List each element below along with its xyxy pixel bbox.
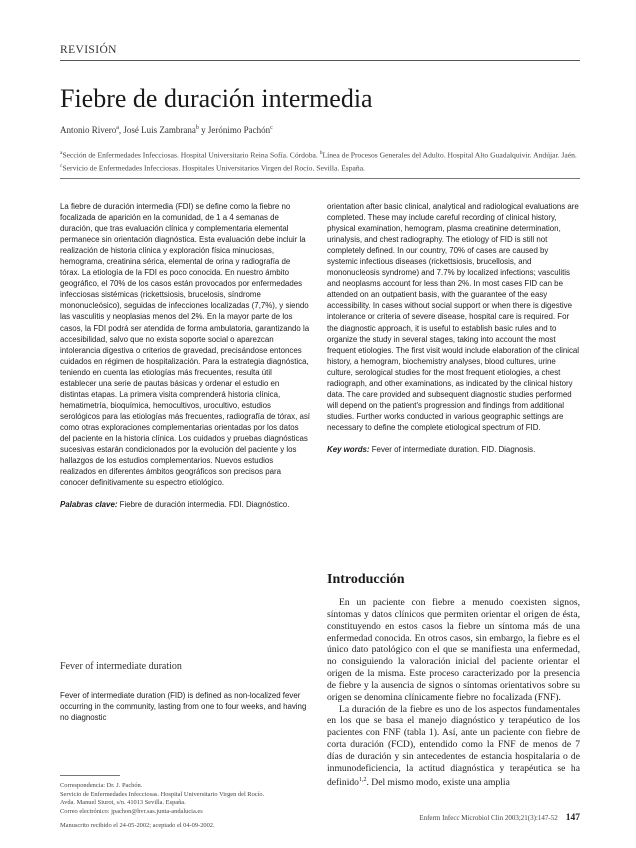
affiliation-marker: a bbox=[60, 150, 63, 156]
affiliation-marker: b bbox=[319, 150, 323, 156]
author-list bbox=[60, 125, 580, 135]
manuscript-dates: Manuscrito recibido el 24-05-2002; aceptado el 04-09-2002. bbox=[60, 822, 215, 829]
author-marker: a bbox=[116, 125, 119, 131]
abstract-divider bbox=[60, 178, 580, 179]
affiliations bbox=[60, 148, 580, 174]
keywords-text: Fever of intermediate duration. FID. Diagnosis. bbox=[369, 444, 536, 454]
article-title: Fiebre de duración intermedia bbox=[60, 84, 373, 113]
page-number: 147 bbox=[565, 813, 580, 823]
abstract-spanish bbox=[60, 201, 310, 510]
introduction-paragraph: En un paciente con fiebre a menudo coexisten signos, síntomas y datos clínicos que permiten orientar el origen de ésta, constituyendo en estos casos la fiebre un síntoma más de una enfermedad conocida. En otros casos, sin embargo, la fiebre es el único dato patológico con el que se manifiesta una enfermedad, no consiguiendo la valoración inicial del paciente orientar el origen de la misma. Este proceso caracterizado por la presencia de fiebre y la ausencia de signos o síntomas orientativos sobre su origen se denomina clínicamente fiebre no focalizada (FNF). bbox=[327, 597, 580, 703]
introduction-body bbox=[327, 597, 580, 789]
keywords-label: Palabras clave: bbox=[60, 500, 118, 510]
keywords-text: Fiebre de duración intermedia. FDI. Diagnóstico. bbox=[117, 500, 290, 510]
keywords-label: Key words: bbox=[327, 444, 370, 454]
correspondence-name: Correspondencia: Dr. J. Pachón. bbox=[60, 782, 143, 789]
abstract-english bbox=[327, 201, 580, 455]
author-name: José Luis Zambrana bbox=[123, 125, 196, 135]
author-marker: c bbox=[270, 125, 273, 131]
correspondence-note bbox=[60, 782, 310, 816]
keywords-spanish bbox=[60, 499, 310, 510]
footnote-divider bbox=[60, 775, 120, 776]
paragraph-text: . Del mismo modo, existe una amplia bbox=[366, 776, 510, 788]
author-name: Antonio Rivero bbox=[60, 125, 117, 135]
abstract-spanish-text: La fiebre de duración intermedia (FDI) se define como la fiebre no focalizada de aparición en la comunidad, de 1 a 4 semanas de duración, que tras evaluación clínica y complementaria elemental permanece sin orientación diagnóstica. Esta evaluación debe incluir la realización de historia clínica y exploración física minuciosas, hemograma, creatinina sérica, elemental de orina y radiografía de tórax. La etiología de la FDI es poco conocida. En nuestro ámbito geográfico, el 70% de los casos están provocados por enfermedades infecciosas sistémicas (rickettsiosis, brucelosis, síndrome mononucleósico), seguidas de infecciones localizadas (7,7%), y siendo las vasculitis y neoplasias menos del 2%. En la mayor parte de los casos, la FDI podrá ser atendida de forma ambulatoria, garantizando la accesibilidad, salvo que no exista soporte social o aparezcan intolerancia digestiva o criterios de gravedad, precisándose entonces cuidados en régimen de hospitalización. Para la estrategia diagnóstica, teniendo en cuenta las etiologías más frecuentes, resulta útil establecer una serie de pautas básicas y ordenar el estudio en distintas etapas. La primera visita comprenderá historia clínica, hematimetría, bioquímica, hemocultivos, urocultivo, estudios serológicos para las etiologías más frecuentes, radiografía de tórax, así como otras exploraciones complementarias orientadas por los datos del paciente en la historia clínica. Los cuidados y pruebas diagnósticas sucesivas estarán condicionados por la evolución del paciente y los hallazgos de los estudios complementarios. Nuevos estudios realizados en diferentes ámbitos geográficos son precisos para conocer definitivamente su espectro etiológico. bbox=[60, 202, 311, 488]
introduction-heading: Introducción bbox=[327, 572, 405, 587]
paragraph-text: La duración de la fiebre es uno de los aspectos fundamentales en los que se basa el manejo diagnóstico y terapéutico de los pacientes con FNF (tabla 1). Así, ante un paciente con fiebre de corta duración (FCD), entendido como la FNF de menos de 7 días de duración y sin antecedentes de estancia hospitalaria o de inmunodeficiencia, la actitud diagnóstica y terapéutica se ha definido bbox=[327, 703, 580, 788]
author-separator: y bbox=[198, 125, 208, 135]
affiliation-marker: c bbox=[60, 163, 63, 170]
english-abstract-title: Fever of intermediate duration bbox=[60, 661, 182, 672]
abstract-english-start: Fever of intermediate duration (FID) is defined as non-localized fever occurring in the community, lasting from one to four weeks, and having no diagnostic bbox=[60, 691, 307, 723]
journal-citation: Enferm Infecc Microbiol Clin 2003;21(3):147-52 bbox=[419, 814, 558, 822]
citation-marker: 1,2 bbox=[358, 776, 367, 783]
affiliation-text: Sección de Enfermedades Infecciosas. Hospital Universitario Reina Sofía. Córdoba. bbox=[62, 150, 320, 160]
abstract-english-text: orientation after basic clinical, analytical and radiological evaluations are completed. These may include careful recording of clinical history, physical examination, hemogram, plasma creatinine determination, urinalysis, and chest radiography. The etiology of FID is still not completely defined. In our country, 70% of cases are caused by systemic infectious diseases (rickettsiosis, brucellosis, and mononucleosis syndrome) and 7.7% by localized infections; vasculitis and neoplasms account for less than 2%. In most cases FID can be attended on an outpatient basis, with the guarantee of the easy accessibility. In cases without social support or when there is digestive intolerance or criteria of severe disease, hospital care is required. For the diagnostic approach, it is useful to establish basic rules and to organize the study in several stages, taking into account the most frequent etiologies. The first visit would include elaboration of the clinical history, a hemogram, biochemistry analyses, blood cultures, urine culture, serological studies for the most frequent etiologies, a chest radiograph, and other examinations, as indicated by the clinical history data. The care provided and subsequent diagnostic studies performed will depend on the patient's progression and findings from additional studies. Further works conducted in various geographic settings are necessary to define the complete etiological spectrum of FID. bbox=[327, 202, 580, 432]
header-divider bbox=[60, 60, 580, 61]
author-separator: , bbox=[118, 125, 124, 135]
correspondence-address: Servicio de Enfermedades Infecciosas. Hospital Universitario Virgen del Rocío. bbox=[60, 790, 265, 798]
keywords-english bbox=[327, 444, 580, 455]
section-label: REVISIÓN bbox=[60, 44, 117, 56]
author-name: Jerónimo Pachón bbox=[207, 125, 271, 135]
affiliation-text: Línea de Procesos Generales del Adulto. Hospital Alto Guadalquivir. Andújar. Jaén. bbox=[322, 150, 577, 160]
author-marker: b bbox=[195, 125, 199, 131]
running-footer bbox=[380, 813, 580, 823]
correspondence-email: Correo electrónico: jpachon@hvr.sas.junta-andalucia.es bbox=[60, 807, 203, 815]
affiliation-text: Servicio de Enfermedades Infecciosas. Hospitales Universitarios Virgen del Rocío. Sevilla. España. bbox=[62, 163, 365, 173]
correspondence-address: Avda. Manuel Siurot, s/n. 41013 Sevilla. España. bbox=[60, 799, 186, 807]
introduction-paragraph bbox=[327, 704, 580, 789]
